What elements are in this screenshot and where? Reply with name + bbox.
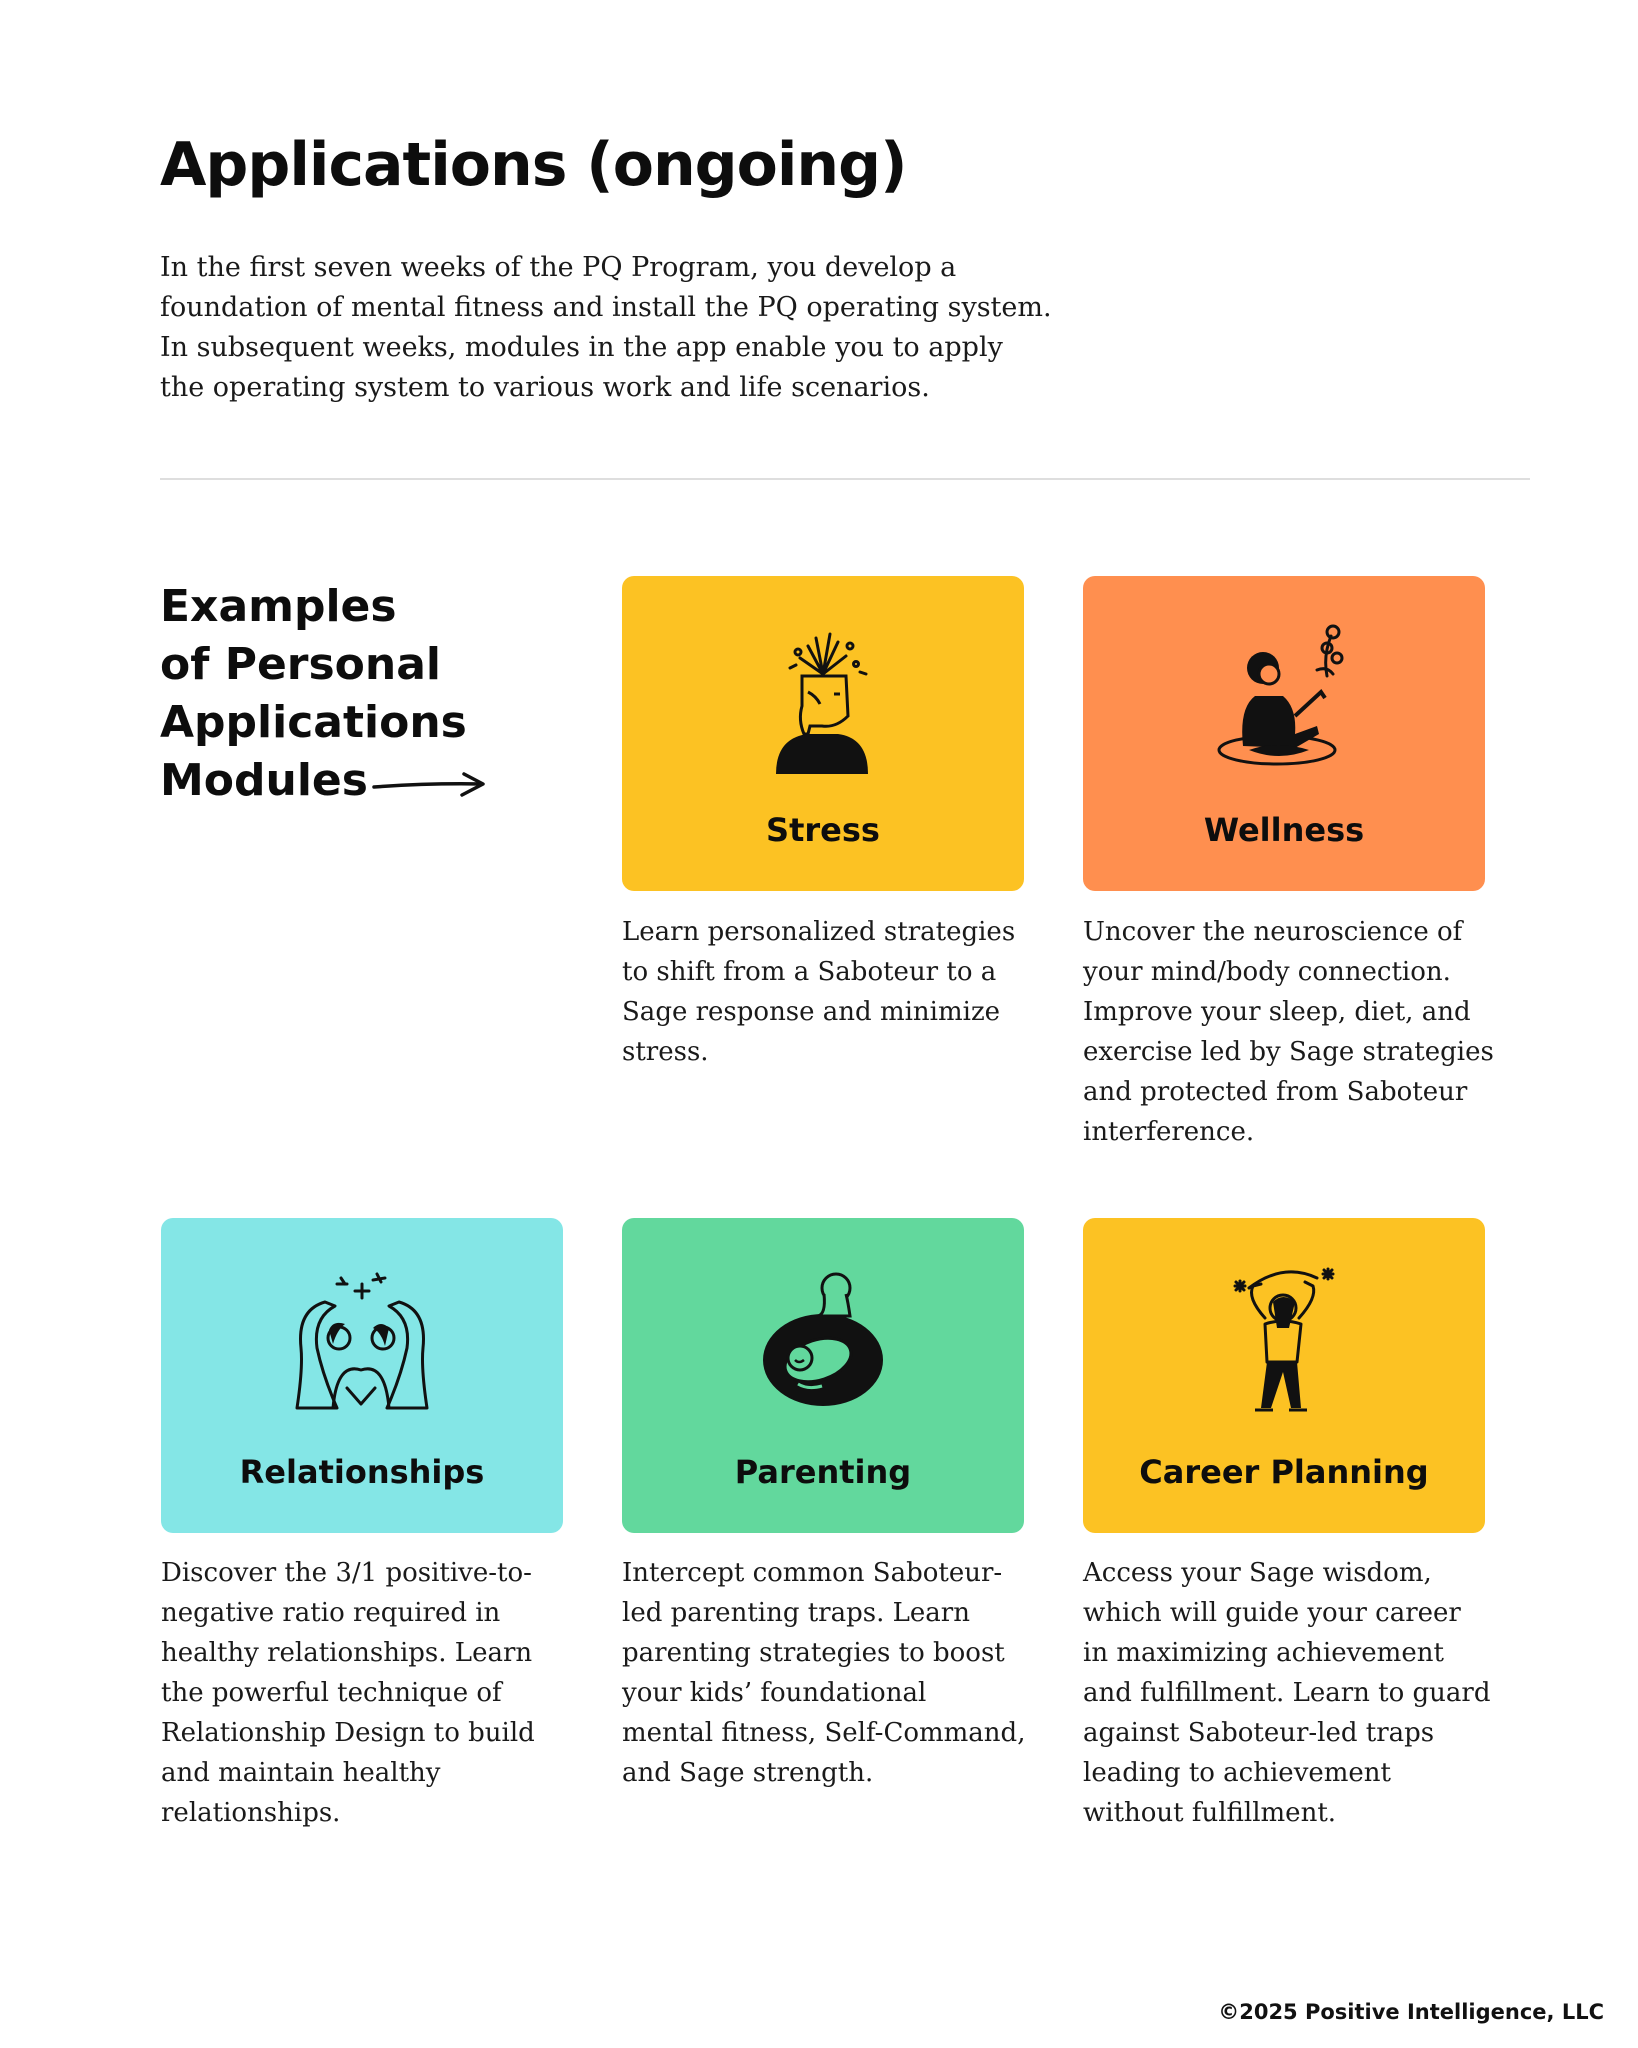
module-card-title: Career Planning — [1139, 1453, 1429, 1491]
module-card-wellness[interactable] — [1083, 576, 1485, 891]
examples-heading-line: Examples — [160, 581, 397, 632]
intro-paragraph — [160, 248, 1052, 408]
desc-line: your mind/body connection. — [1083, 957, 1451, 987]
desc-line: the powerful technique of — [161, 1678, 502, 1708]
celebrating-person-icon — [1199, 1258, 1369, 1418]
module-desc-wellness — [1083, 912, 1503, 1152]
copyright-footer: ©2025 Positive Intelligence, LLC — [1218, 2000, 1604, 2024]
desc-line: mental fitness, Self-Command, — [622, 1718, 1026, 1748]
desc-line: and maintain healthy — [161, 1758, 441, 1788]
module-card-title: Wellness — [1203, 811, 1365, 849]
desc-line: leading to achievement — [1083, 1758, 1392, 1788]
desc-line: led parenting traps. Learn — [622, 1598, 970, 1628]
section-divider — [160, 478, 1530, 480]
desc-line: your kids’ foundational — [622, 1678, 927, 1708]
module-desc-stress — [622, 912, 1042, 1072]
parent-baby-icon — [738, 1258, 908, 1418]
intro-line: In the first seven weeks of the PQ Program, you develop a — [160, 252, 957, 283]
meditating-person-icon — [1199, 616, 1369, 776]
desc-line: parenting strategies to boost — [622, 1638, 1005, 1668]
examples-heading-line: of Personal — [160, 639, 441, 690]
desc-line: Access your Sage wisdom, — [1083, 1558, 1432, 1588]
module-desc-career-planning — [1083, 1553, 1503, 1833]
desc-line: Intercept common Saboteur- — [622, 1558, 1003, 1588]
desc-line: Improve your sleep, diet, and — [1083, 997, 1471, 1027]
intro-line: foundation of mental fitness and install the PQ operating system. — [160, 292, 1052, 323]
two-people-icon — [277, 1258, 447, 1418]
module-card-parenting[interactable] — [622, 1218, 1024, 1533]
desc-line: healthy relationships. Learn — [161, 1638, 533, 1668]
module-card-career-planning[interactable] — [1083, 1218, 1485, 1533]
module-desc-parenting — [622, 1553, 1042, 1793]
intro-line: the operating system to various work and life scenarios. — [160, 372, 930, 403]
examples-heading-line: Modules — [160, 755, 368, 806]
module-card-relationships[interactable] — [161, 1218, 563, 1533]
module-card-stress[interactable] — [622, 576, 1024, 891]
examples-heading-line: Applications — [160, 697, 467, 748]
module-card-title: Parenting — [734, 1453, 912, 1491]
module-card-title: Relationships — [239, 1453, 485, 1491]
desc-line: in maximizing achievement — [1083, 1638, 1444, 1668]
desc-line: and fulfillment. Learn to guard — [1083, 1678, 1491, 1708]
desc-line: and Sage strength. — [622, 1758, 874, 1788]
desc-line: Relationship Design to build — [161, 1718, 535, 1748]
desc-line: which will guide your career — [1083, 1598, 1461, 1628]
desc-line: stress. — [622, 1037, 709, 1067]
module-desc-relationships — [161, 1553, 581, 1833]
desc-line: relationships. — [161, 1798, 341, 1828]
desc-line: Discover the 3/1 positive-to- — [161, 1558, 532, 1588]
desc-line: Sage response and minimize — [622, 997, 1001, 1027]
desc-line: without fulfillment. — [1083, 1798, 1337, 1828]
desc-line: Learn personalized strategies — [622, 917, 1016, 947]
desc-line: Uncover the neuroscience of — [1083, 917, 1463, 947]
stressed-head-icon — [738, 616, 908, 776]
desc-line: to shift from a Saboteur to a — [622, 957, 997, 987]
module-card-title: Stress — [766, 811, 880, 849]
arrow-right-icon — [370, 770, 488, 800]
intro-line: In subsequent weeks, modules in the app enable you to apply — [160, 332, 1003, 363]
desc-line: against Saboteur-led traps — [1083, 1718, 1435, 1748]
desc-line: exercise led by Sage strategies — [1083, 1037, 1494, 1067]
page-title: Applications (ongoing) — [160, 130, 907, 200]
desc-line: and protected from Saboteur — [1083, 1077, 1468, 1107]
desc-line: interference. — [1083, 1117, 1255, 1147]
desc-line: negative ratio required in — [161, 1598, 501, 1628]
